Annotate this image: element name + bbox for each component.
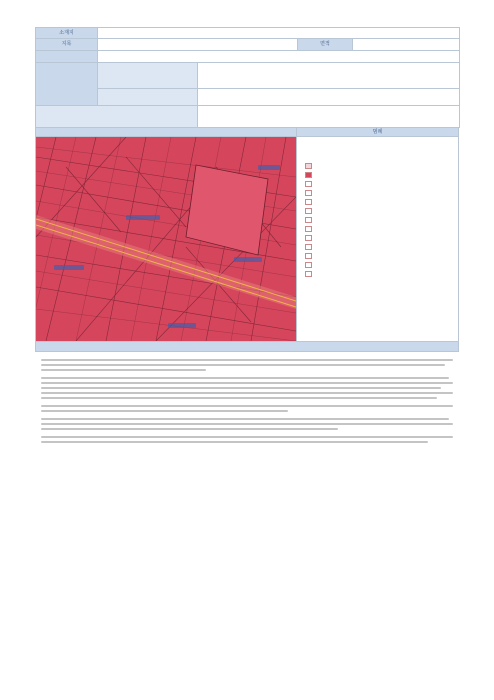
cadastral-map (36, 137, 296, 341)
legend-section-title: 범례 (296, 128, 458, 136)
map-drawing (36, 137, 296, 341)
legend-swatch-13 (305, 271, 312, 277)
map-area (35, 137, 459, 342)
description-paragraph-4 (41, 418, 453, 430)
legend-swatch-8 (305, 226, 312, 232)
legend-item-11 (305, 253, 315, 259)
map-legend-header (35, 128, 459, 137)
map-label-mark-1 (54, 265, 84, 270)
legend-swatch-2 (305, 172, 312, 178)
legend-swatch-11 (305, 253, 312, 259)
legend-item-13 (305, 271, 315, 277)
legend-swatch-6 (305, 208, 312, 214)
description-section-title (35, 342, 459, 352)
description-paragraph-2 (41, 377, 453, 399)
map-label-mark-2 (126, 215, 160, 220)
land-category-label: 지목 (36, 39, 98, 51)
description-paragraph-5 (41, 436, 453, 443)
description-paragraph-3 (41, 405, 453, 412)
land-category-value (98, 39, 298, 51)
map-label-mark-3 (258, 165, 280, 170)
legend-item-8 (305, 226, 315, 232)
zoning-national-law-label (98, 63, 198, 89)
legend-swatch-12 (305, 262, 312, 268)
description-paragraph-1 (41, 359, 453, 371)
legend-item-12 (305, 262, 315, 268)
map-label-mark-4 (234, 257, 262, 262)
official-price-value (98, 51, 460, 63)
land-info-table (35, 27, 460, 128)
official-price-label (36, 51, 98, 63)
legend-item-10 (305, 244, 315, 250)
legend-item-5 (305, 199, 315, 205)
zoning-other-law-value (198, 89, 460, 106)
legend-item-3 (305, 181, 315, 187)
legend-swatch-4 (305, 190, 312, 196)
description-body (35, 352, 459, 453)
area-value (353, 39, 460, 51)
zoning-national-law-value (198, 63, 460, 89)
legend-item-4 (305, 190, 315, 196)
location-value (98, 28, 460, 39)
zoning-other-law-label (98, 89, 198, 106)
legend-panel (296, 137, 458, 341)
enforcement-decree-label (36, 106, 198, 128)
zoning-label (36, 63, 98, 106)
legend-swatch-1 (305, 163, 312, 169)
legend-swatch-7 (305, 217, 312, 223)
legend-swatch-9 (305, 235, 312, 241)
legend-item-1 (305, 163, 315, 169)
legend-item-6 (305, 208, 315, 214)
enforcement-decree-value (198, 106, 460, 128)
area-label: 면적 (298, 39, 353, 51)
legend-item-2 (305, 172, 315, 178)
legend-swatch-5 (305, 199, 312, 205)
map-label-mark-5 (168, 323, 196, 328)
map-section-title (36, 128, 296, 136)
land-use-plan-document (35, 27, 459, 453)
legend-swatch-3 (305, 181, 312, 187)
legend-item-9 (305, 235, 315, 241)
location-label: 소재지 (36, 28, 98, 39)
legend-item-7 (305, 217, 315, 223)
legend-swatch-10 (305, 244, 312, 250)
